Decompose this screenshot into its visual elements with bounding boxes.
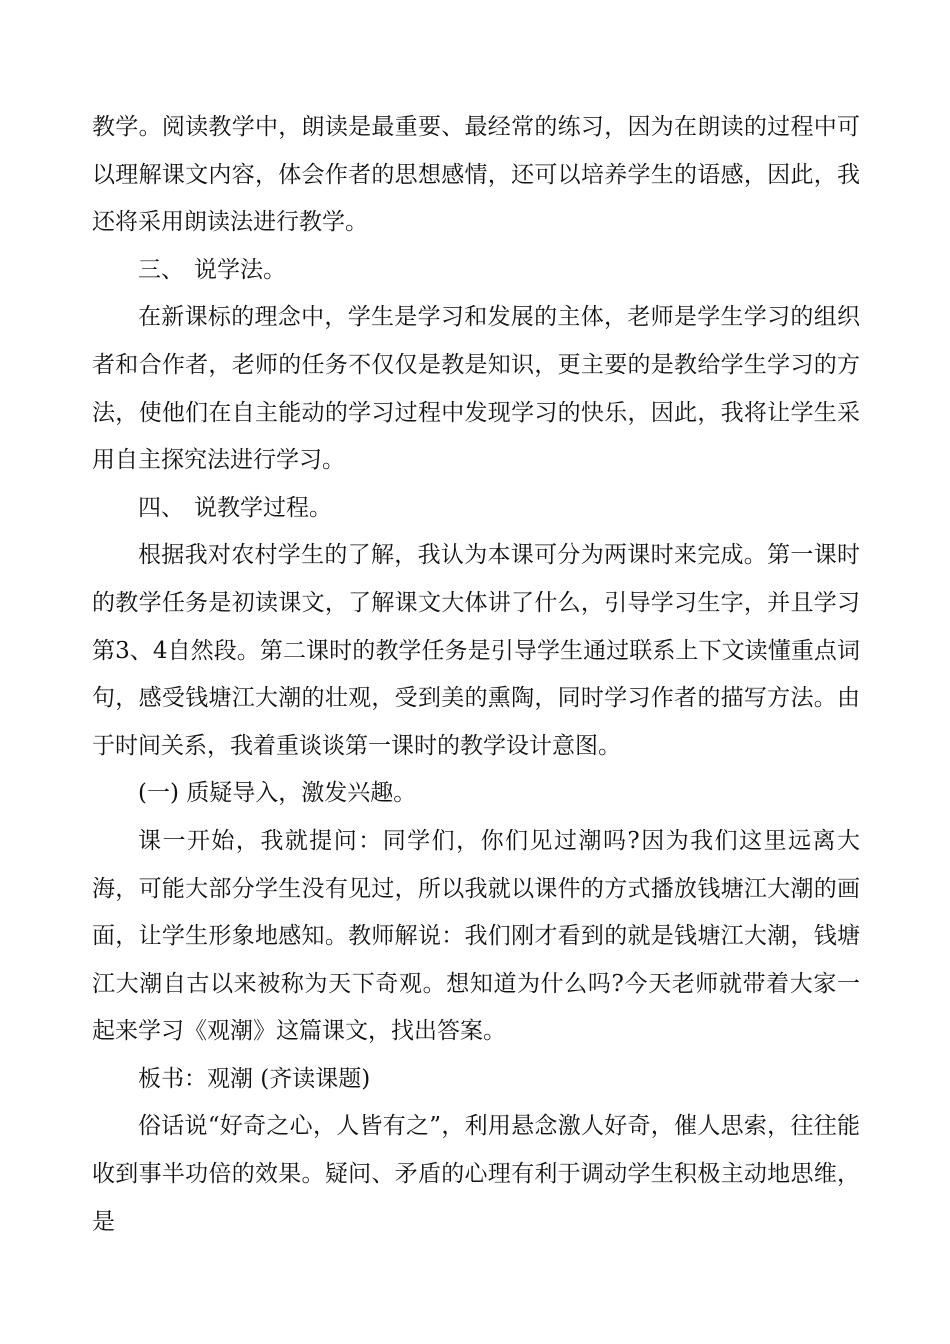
- paragraph-reading-method: 教学。阅读教学中，朗读是最重要、最经常的练习，因为在朗读的过程中可以理解课文内容，体会作者的思想感情，还可以培养学生的语感，因此，我还将采用朗读法进行教学。: [92, 114, 860, 236]
- document-body: [92, 104, 860, 1246]
- paragraph-blackboard: 板书：观潮 (齐读课题): [138, 1065, 371, 1092]
- paragraph-learning-method: 在新课标的理念中，学生是学习和发展的主体，老师是学生学习的组织者和合作者，老师的任务不仅仅是教是知识，更主要的是教给学生学习的方法，使他们在自主能动的学习过程中发现学习的快乐，因此，我将让学生采用自主探究法进行学习。: [92, 304, 860, 474]
- section-number: 三、: [138, 256, 184, 283]
- subheading-introduction: (一) 质疑导入，激发兴趣。: [138, 780, 417, 807]
- paragraph-teaching-process: 根据我对农村学生的了解，我认为本课可分为两课时来完成。第一课时的教学任务是初读课文，了解课文大体讲了什么，引导学习生字，并且学习第3、4自然段。第二课时的教学任务是引导学生通过联系上下文读懂重点词句，感受钱塘江大潮的壮观，受到美的熏陶，同时学习作者的描写方法。由于时间关系，我着重谈谈第一课时的教学设计意图。: [92, 542, 860, 759]
- section-title: 说教学过程。: [194, 494, 332, 521]
- section-number: 四、: [138, 494, 184, 521]
- section-title: 说学法。: [194, 256, 286, 283]
- paragraph-class-opening: 课一开始，我就提问：同学们，你们见过潮吗?因为我们这里远离大海，可能大部分学生没有见过，所以我就以课件的方式播放钱塘江大潮的画面，让学生形象地感知。教师解说：我们刚才看到的就是钱塘江大潮，钱塘江大潮自古以来被称为天下奇观。想知道为什么吗?今天老师就带着大家一起来学习《观潮》这篇课文，找出答案。: [92, 827, 860, 1045]
- section-heading-learning-method: [92, 247, 860, 295]
- paragraph-curiosity: 俗话说“好奇之心，人皆有之”，利用悬念激人好奇，催人思索，往往能收到事半功倍的效果。疑问、矛盾的心理有利于调动学生积极主动地思维，是: [92, 1113, 860, 1235]
- section-heading-teaching-process: [92, 485, 860, 533]
